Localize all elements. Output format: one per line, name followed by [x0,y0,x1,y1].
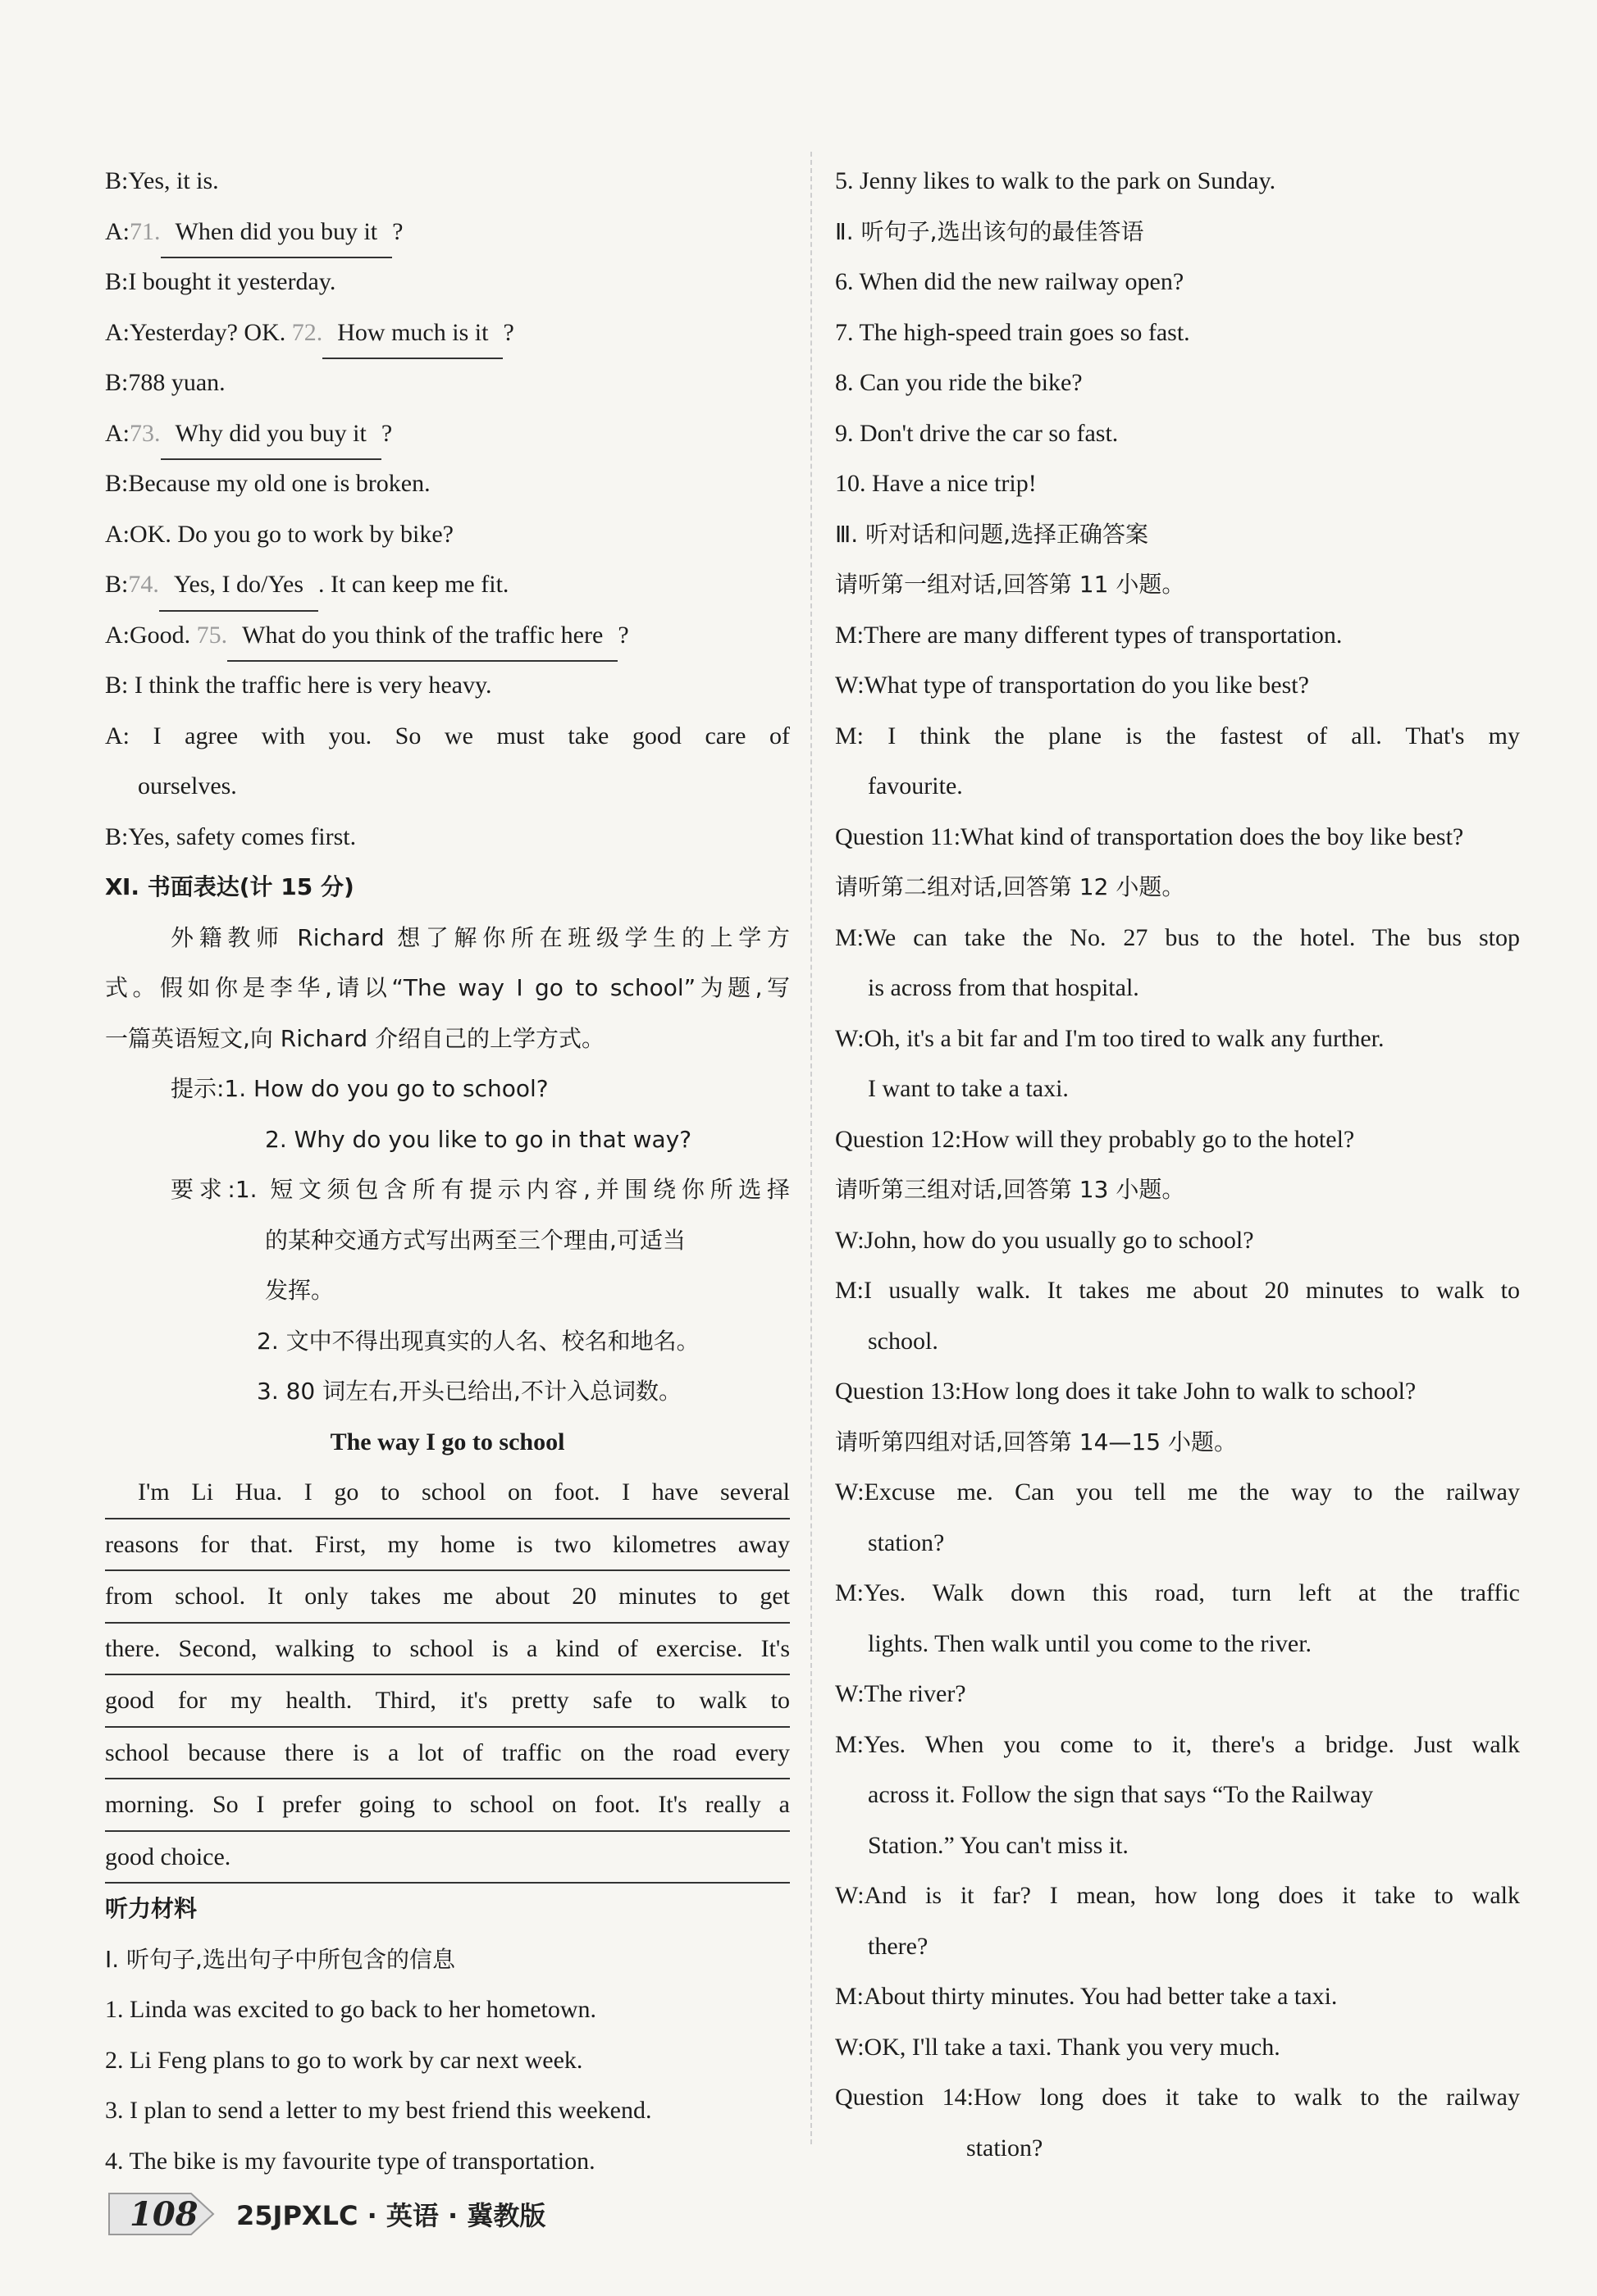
text-line: B: I think the traffic here is very heavy. [105,672,492,699]
text-line: across it. Follow the sign that says “To the Railway [868,1781,1374,1808]
right-column [835,156,1520,2173]
answer-blank: When did you buy it [161,207,393,259]
essay-line: good choice. [105,1832,790,1884]
text-line: 2. Li Feng plans to go to work by car next week. [105,2046,583,2074]
instruction-line: 外籍教师 Richard 想了解你所在班级学生的上学方 [171,923,790,951]
dialogue-blank-line [105,408,790,459]
text-line: Question 14:How long does it take to walk to the railway [835,2084,1520,2111]
instruction-line: 提示:1. How do you go to school? [171,1075,549,1102]
text-line: W:John, how do you usually go to school? [835,1226,1254,1254]
line-suffix: . It can keep me fit. [318,571,509,598]
text-line: B:788 yuan. [105,369,226,396]
section-heading: 听力材料 [105,1895,198,1922]
instruction-line: 请听第二组对话,回答第 12 小题。 [835,873,1185,900]
text-line: 8. Can you ride the bike? [835,369,1083,396]
instruction-line: 请听第一组对话,回答第 11 小题。 [835,571,1185,598]
question-number: 71. [130,217,161,245]
instruction-line: Ⅰ. 听句子,选出句子中所包含的信息 [105,1945,455,1973]
instruction-line: 的某种交通方式写出两至三个理由,可适当 [265,1226,686,1254]
text-line: B:Because my old one is broken. [105,470,431,497]
text-line: B:Yes, safety comes first. [105,822,357,850]
page-number: 108 [130,2195,198,2234]
question-number: 74. [128,571,159,598]
text-line: M:I usually walk. It takes me about 20 minutes to walk to [835,1277,1520,1304]
speaker-prefix: A: [105,217,130,245]
instruction-line: 请听第四组对话,回答第 14—15 小题。 [835,1428,1237,1456]
text-line: W:What type of transportation do you like best? [835,672,1309,699]
essay-line: school because there is a lot of traffic on the road every [105,1728,790,1780]
instruction-line: 要求:1. 短文须包含所有提示内容,并围绕你所选择 [171,1176,790,1203]
answer-blank: Yes, I do/Yes [159,559,318,612]
speaker-prefix: A:Good. [105,621,197,649]
text-line: B:Yes, it is. [105,167,219,194]
text-line: lights. Then walk until you come to the river. [868,1629,1312,1657]
text-line: Station.” You can't miss it. [868,1831,1129,1859]
text-line: I want to take a taxi. [868,1075,1069,1102]
section-heading: Ⅺ. 书面表达(计 15 分) [105,873,354,900]
text-line: A:OK. Do you go to work by bike? [105,520,454,548]
dialogue-blank-line [105,308,790,358]
page-number-badge [105,2185,220,2243]
text-line: school. [868,1327,938,1355]
dialogue-blank-line [105,610,790,661]
instruction-line: Ⅱ. 听句子,选出该句的最佳答语 [835,217,1144,245]
essay-line: reasons for that. First, my home is two kilometres away [105,1519,790,1572]
text-line: favourite. [868,772,963,800]
text-line: M:We can take the No. 27 bus to the hotel. The bus stop [835,923,1520,951]
essay-title: The way I go to school [330,1428,565,1456]
text-line: M: I think the plane is the fastest of all. That's my [835,722,1520,749]
text-line: there? [868,1932,929,1960]
essay-line: there. Second, walking to school is a kind of exercise. It's [105,1624,790,1676]
instruction-line: 3. 80 词左右,开头已给出,不计入总词数。 [257,1378,682,1405]
speaker-prefix: B: [105,571,129,598]
dialogue-blank-line [105,559,790,610]
left-column [105,156,790,2186]
instruction-line: 发挥。 [265,1277,335,1304]
text-line: W:OK, I'll take a taxi. Thank you very much. [835,2033,1280,2061]
text-line: 1. Linda was excited to go back to her hometown. [105,1996,597,2023]
answer-blank: What do you think of the traffic here [227,610,618,663]
text-line: M:There are many different types of transportation. [835,621,1343,649]
instruction-line: 一篇英语短文,向 Richard 介绍自己的上学方式。 [105,1024,605,1052]
speaker-prefix: A: [105,419,130,447]
line-suffix: ? [618,621,629,649]
question-number: 72. [291,318,323,346]
text-line: station? [868,1528,945,1556]
column-divider [810,152,812,2144]
instruction-line: 2. 文中不得出现真实的人名、校名和地名。 [257,1327,700,1355]
text-line: 10. Have a nice trip! [835,470,1037,497]
line-suffix: ? [503,318,514,346]
essay-line: morning. So I prefer going to school on foot. It's really a [105,1779,790,1832]
text-line: ourselves. [138,772,237,800]
question-number: 75. [196,621,228,649]
text-line: Question 13:How long does it take John to walk to school? [835,1378,1417,1405]
instruction-line: 2. Why do you like to go in that way? [265,1125,692,1153]
text-line: M:About thirty minutes. You had better take a taxi. [835,1983,1338,2010]
line-suffix: ? [381,419,393,447]
line-suffix: ? [392,217,404,245]
dialogue-blank-line [105,207,790,257]
answer-blank: Why did you buy it [161,408,381,461]
text-line: M:Yes. Walk down this road, turn left at the traffic [835,1579,1520,1606]
text-line: W:Oh, it's a bit far and I'm too tired to walk any further. [835,1024,1385,1052]
instruction-line: Ⅲ. 听对话和问题,选择正确答案 [835,520,1149,548]
essay-line: I'm Li Hua. I go to school on foot. I have several [105,1467,790,1519]
text-line: B:I bought it yesterday. [105,268,336,295]
text-line: W:And is it far? I mean, how long does it take to walk [835,1882,1520,1909]
text-line: W:The river? [835,1680,966,1707]
text-line: is across from that hospital. [868,974,1139,1001]
speaker-prefix: A:Yesterday? OK. [105,318,292,346]
text-line: M:Yes. When you come to it, there's a bridge. Just walk [835,1730,1520,1758]
essay-line: good for my health. Third, it's pretty safe to walk to [105,1675,790,1728]
text-line: station? [966,2134,1043,2162]
instruction-line: 请听第三组对话,回答第 13 小题。 [835,1176,1185,1203]
question-number: 73. [130,419,161,447]
footer-book-code: 25JPXLC · 英语 · 冀教版 [236,2200,546,2231]
essay-line: from school. It only takes me about 20 minutes to get [105,1571,790,1624]
text-line: Question 12:How will they probably go to the hotel? [835,1125,1355,1153]
text-line: 3. I plan to send a letter to my best friend this weekend. [105,2097,652,2124]
page-footer [105,2185,545,2243]
text-line: 6. When did the new railway open? [835,268,1184,295]
text-line: 7. The high-speed train goes so fast. [835,318,1190,346]
instruction-line: 式。假如你是李华,请以“The way I go to school”为题,写 [105,974,790,1001]
text-line: 5. Jenny likes to walk to the park on Sunday. [835,167,1276,194]
text-line: 4. The bike is my favourite type of transportation. [105,2147,595,2175]
text-line: 9. Don't drive the car so fast. [835,419,1119,447]
text-line: A: I agree with you. So we must take good care of [105,722,790,749]
text-line: W:Excuse me. Can you tell me the way to the railway [835,1478,1520,1506]
text-line: Question 11:What kind of transportation does the boy like best? [835,822,1464,850]
answer-blank: How much is it [322,308,503,360]
